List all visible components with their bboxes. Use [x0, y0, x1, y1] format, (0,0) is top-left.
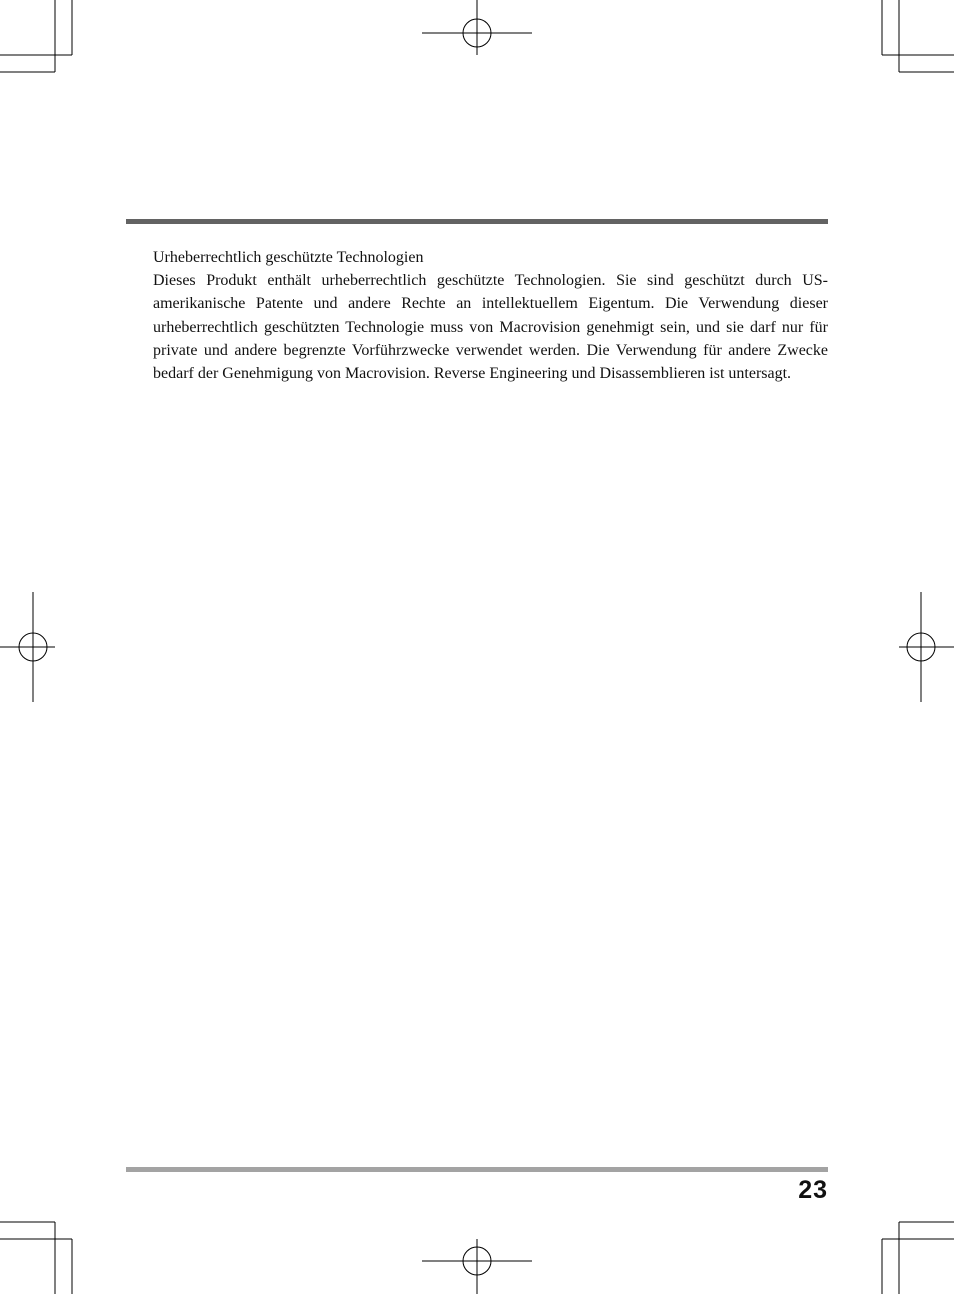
registration-target-right — [899, 592, 954, 702]
crop-mark-top-left — [0, 0, 72, 72]
section-body: Dieses Produkt enthält urheberrechtlich geschützte Technologien. Sie sind geschützt durch US-amerikanische Patente und andere Rechte an intellektuellem Eigentum. Die Verwendung dieser urheberrechtlich geschützten Technologie muss von Macrovision genehmigt sein, und sie darf nur für private und andere begrenzte Vorführzwecke verwendet werden. Die Verwendung für andere Zwecke bedarf der Genehmigung von Macrovision. Reverse Engineering und Disassemblieren ist untersagt. — [153, 272, 828, 383]
section-heading: Urheberrechtlich geschützte Technologien — [153, 249, 424, 266]
header-rule — [126, 219, 828, 224]
footer-rule — [126, 1167, 828, 1172]
crop-mark-top-right — [882, 0, 954, 72]
registration-target-top — [422, 0, 532, 55]
crop-mark-bottom-right — [882, 1222, 954, 1294]
registration-target-bottom — [422, 1239, 532, 1294]
registration-target-left — [0, 592, 55, 702]
page-number: 23 — [798, 1176, 828, 1204]
crop-mark-bottom-left — [0, 1222, 72, 1294]
copyright-notice — [153, 246, 828, 385]
